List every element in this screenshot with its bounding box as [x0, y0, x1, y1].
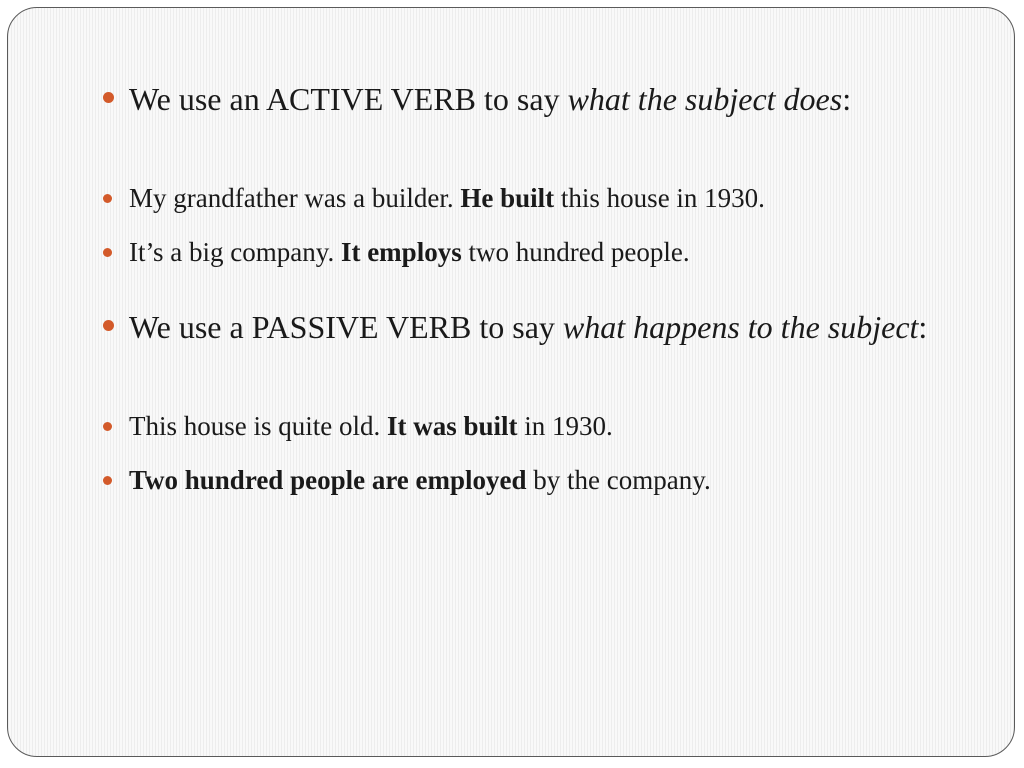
bullet-text-normal: This house is quite old.: [129, 411, 387, 441]
bullet-dot-icon: [103, 320, 114, 331]
bullet-text-bold: It was built: [387, 411, 518, 441]
bullet-dot-icon: [103, 92, 114, 103]
bullet-text-normal: It’s a big company.: [129, 237, 341, 267]
bullet-text-italic: what happens to the subject: [562, 309, 919, 345]
bullet-text-normal: We use an ACTIVE VERB to say: [129, 81, 568, 117]
bullet-text-bold: It employs: [340, 237, 462, 267]
bullet-text-italic: what the subject does: [567, 81, 843, 117]
bullet-text-normal: :: [842, 81, 852, 117]
bullet-dot-icon: [103, 476, 112, 485]
bullet-active-verb-rule: [101, 70, 961, 128]
bullet-dot-icon: [103, 422, 112, 431]
bullet-text-bold: Two hundred people are employed: [129, 465, 527, 495]
bullet-text-normal: this house in 1930.: [554, 183, 765, 213]
bullet-example-are-employed: [101, 460, 961, 500]
bullet-text-normal: We use a PASSIVE VERB to say: [129, 309, 563, 345]
bullet-example-he-built: [101, 178, 961, 218]
bullet-passive-verb-rule: [101, 298, 961, 356]
bullet-dot-icon: [103, 194, 112, 203]
bullet-text-normal: by the company.: [526, 465, 711, 495]
bullet-text-normal: in 1930.: [517, 411, 613, 441]
slide-frame: [7, 7, 1015, 757]
bullet-text-bold: He built: [460, 183, 555, 213]
bullet-text-normal: :: [918, 309, 928, 345]
bullet-list: [101, 70, 961, 514]
bullet-example-it-employs: [101, 232, 961, 272]
bullet-text-normal: My grandfather was a builder.: [129, 183, 461, 213]
bullet-example-it-was-built: [101, 406, 961, 446]
bullet-dot-icon: [103, 248, 112, 257]
bullet-text-normal: two hundred people.: [461, 237, 690, 267]
